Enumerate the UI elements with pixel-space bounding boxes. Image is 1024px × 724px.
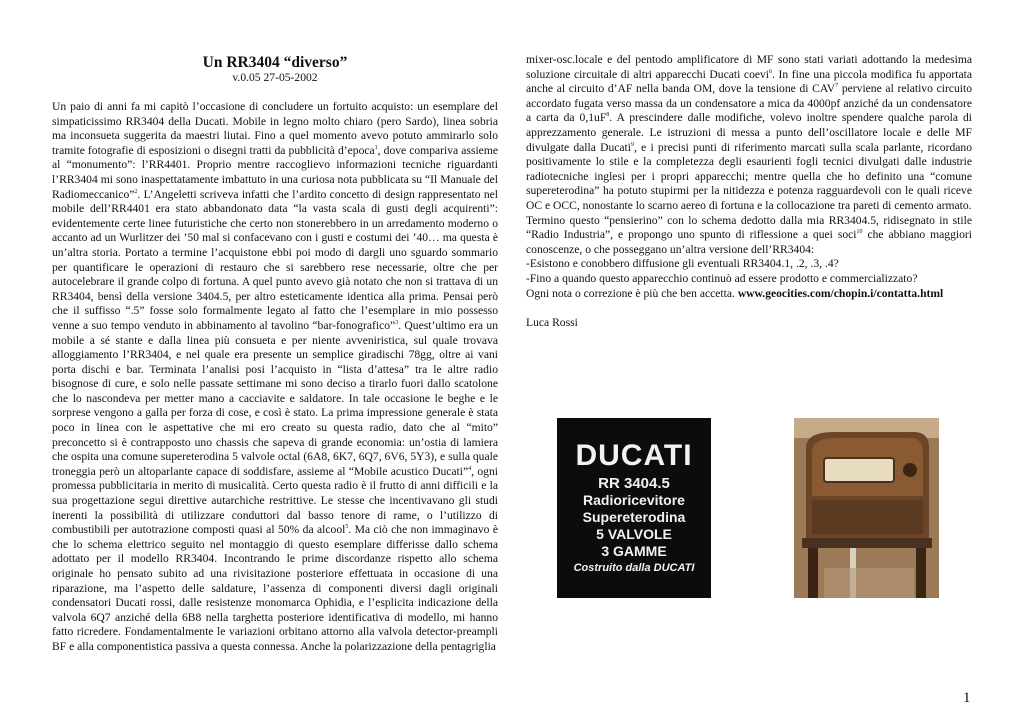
logo-line-valves: 5 VALVOLE [596,526,672,542]
footnote-marker: 6 [769,68,773,75]
text-run: . Quest’ultimo era un mobile a sé stante e dalla linea più consueta e per niente avveniristica, sul quale trovava alloggiamento l’RR3404, e nel quale era presente un semplice giradischi 78gg, oltre ai vani porta dischi e bar. Terminata l’analisi posi l’acquisto in “lista d’attesa” tra le altre radio bisognose di cure, e solo nelle passate settimane mi sono deciso a tirarlo fuori dallo scatolone che lo nascondeva per metter mano a cacciavite e saldatore. In tale occasione le beghe e le sorprese vengono a galla per forza di cose, e così è stato. La prima impressione generale è stata poco in linea con le aspettative che mi ero creato su questa radio, dato che al “mito” preconcetto si è contrapposto uno chassis che sapeva di grande economia: un’ostia di lamiera che ospita una comune supereterodina 5 valvole octal (6A8, 6K7, 6Q7, 6V6, 5Y3), e sulla quale troneggia però un altoparlante capace di soddisfare, assieme al “Mobile acustico Ducati” [52,318,498,478]
text-run: Termino questo “pensierino” con lo schema dedotto dalla mia RR3404.5, ridisegnato in stile “Radio Industria”, e propongo uno spunto di riflessione a quei soci [526,213,972,242]
text-run: mixer-osc.locale e del pentodo amplificatore di MF sono stati variati adottando la medesima soluzione circuitale di altri apparecchi Ducati coevi [526,53,972,81]
text-run: , dove compariva assieme al “monumento”: l’RR4401. Proprio mentre raccoglievo informazioni tecniche riguardanti l’RR3404 mi sono inaspettatamente imbattuto in una curiosa nota pubblicata su “Il Manuale del Radiomeccanico” [52,143,498,201]
logo-line-model: RR 3404.5 [598,475,670,492]
logo-line-bands: 3 GAMME [601,543,667,559]
footnote-marker: 8 [606,112,610,119]
text-run: , e i precisi punti di riferimento marcati sulla scala parlante, ricordano positivamente lo stile e la completezza degli esaurienti fogli tecnici divulgati dalle industrie radiotecniche inglesi per i propri apparecchi; mentre quella che ho definito una “comune supereterodina” ha potuto stupirmi per la nitidezza e potenza ragguardevoli con le quali riceve OC e OCC, nonostante lo scarno aereo di fortuna e la collocazione tra pareti di cemento armato. [526,140,972,212]
text-run: . Ma ciò che non immaginavo è che lo schema elettrico seguito nel montaggio di questo esemplare differisse dallo schema adottato per il modello RR3404. Incontrando le prime discordanze rispetto allo schema originale ho pensato subito ad una rivisitazione posteriore effettuata in occasione di una riparazione, ma l’aspetto delle saldature, l’assenza di componenti diversi dagli originali condensatori Ducati rossi, dalle resistenze monomarca Ophidia, e l’esplicita indicazione della valvola 6Q7 anziché della 6B8 nella targhetta posteriore identificativa di modello, mi hanno fatto ricredere. Fondamentalmente le variazioni orbitano attorno alla valvola detector-preampli BF e alla componentistica passiva a questa connessa. Anche la polarizzazione della pentagriglia [52,523,498,653]
footnote-marker: 4 [468,465,472,472]
footnote-marker: 1 [374,144,378,151]
author-signature: Luca Rossi [526,316,578,330]
footnote-marker: 2 [134,188,138,195]
footnote-marker: 3 [395,320,399,327]
text-run: , ogni promessa pubblicitaria in merito di musicalità. Certo questa radio è il frutto di anni difficili e la sua progettazione segui direttive autarchiche restrittive. Le stesse che incentivavano gli studi inerenti la possibilità di utilizzare conduttori dal basso tenore di rame, o l’utilizzo di combustibili per autotrazione composti quasi al 50% da alcool [52,464,498,537]
footnote-marker: 7 [835,83,839,90]
text-run: . L’Angeletti scriveva infatti che l’ardito concetto di design rappresentato nel mobile dell’RR4401 era stato abbandonato data “la vasta scala di gusti degli acquirenti”: evidentemente certe linee futuristiche che certo non stonerebbero in un arredamento moderno o accanto ad un Wurlitzer dei ’50 mal si confacevano con i gusti e costumi dei ’40… ma questa è un’altra storia. Portato a termine l’acquistone ebbi poi modo di dargli uno sguardo sommario per quantificare le operazioni di restauro che si sarebbero rese necessarie, oltre che per autocelebrare il grande colpo di fortuna. A quel punto avevo già notato che non si trattava di un RR3404, bensì della versione 3404.5, per altro esteticamente identica alla prima. Pensai però che il suffisso “.5” fosse solo formalmente legato al fatto che l’esemplare in mio possesso venne a suo tempo venduto in abbinamento al tavolino “bar-fonografico” [52,187,498,332]
ducati-nameplate-image [557,418,711,598]
text-run: che abbiano maggiori conoscenze, o che posseggano un’altra versione dell’RR3404: [526,228,972,256]
footnote-marker: 10 [856,229,863,236]
text-run: Un paio di anni fa mi capitò l’occasione di concludere un fortuito acquisto: un esemplare del simpaticissimo RR3404 della Ducati. Mobile in legno molto chiaro (pero Sardo), linea sobria ma inconsueta suggerita da maestri liutai. Fino a quel momento avevo potuto ammirarlo solo tramite fotografie di esposizioni o disegni tratti da pubblicità d’epoca [52,100,498,157]
text-run: perviene al relativo circuito accordato fugata verso massa da un condensatore a mica da 4000pf anziché da un condensatore a carta da 0,1uF [526,82,972,125]
logo-line-maker: Costruito dalla DUCATI [573,562,695,574]
right-column [526,53,972,331]
text-run: -Esistono e conobbero diffusione gli eventuali RR3404.1, .2, .3, .4? [526,257,839,271]
logo-line-circuit: Supereterodina [582,509,686,525]
conclusion-line [526,257,972,272]
text-run: Ogni nota o correzione è più che ben accetta. [526,286,738,300]
left-column [52,50,498,655]
version-line: v.0.05 27-05-2002 [232,71,318,84]
text-run: . In fine una piccola modifica fu apportata anche al circuito d’AF nella banda OM, dove la tensione di CAV [526,67,972,96]
logo-line-type: Radioricevitore [583,492,685,508]
body-paragraph [52,100,498,655]
article-title: Un RR3404 “diverso” [202,54,348,71]
footnote-marker: 9 [631,141,635,148]
conclusion-line [526,287,972,302]
body-paragraph-continued [526,53,972,214]
text-run: . A prescindere dalle modifiche, volevo inoltre spendere qualche parola di apprezzamento generale. Le istruzioni di messa a punto dell’oscillatore locale e delle MF divulgate dalla Ducati [526,111,973,154]
contact-link: www.geocities.com/chopin.i/contatta.html [737,286,944,300]
vintage-radio-cabinet-photo-icon [794,418,939,598]
conclusion-block [526,214,972,302]
conclusion-line [526,214,972,258]
footnote-marker: 5 [345,524,349,531]
logo-brand-text: DUCATI [575,439,693,472]
vintage-radio-photo [794,418,939,598]
conclusion-line [526,272,972,287]
text-run: -Fino a quando questo apparecchio continuò ad essere prodotto e commercializzato? [526,271,918,285]
page-number: 1 [963,690,971,706]
